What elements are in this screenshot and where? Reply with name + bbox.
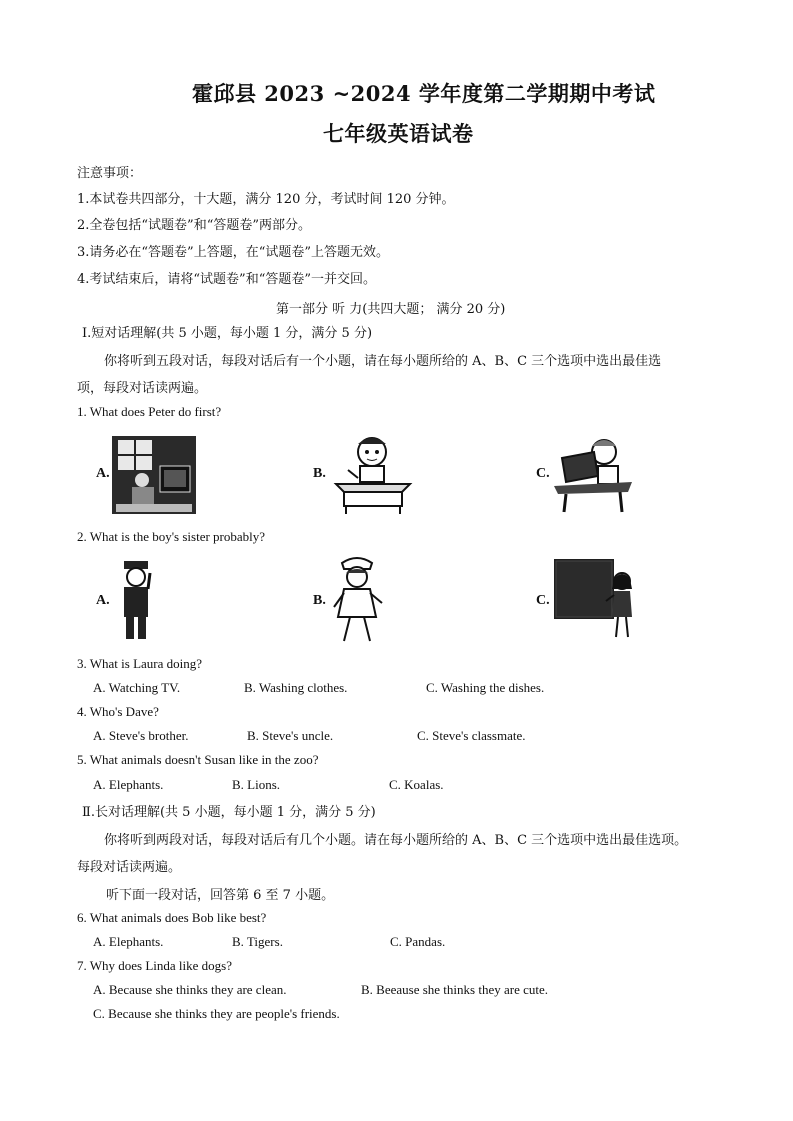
homework-writing-picture — [332, 432, 414, 514]
section2-instruction-cont: 每段对话读两遍。 — [77, 860, 182, 875]
notice-item: 1.本试卷共四部分，十大题，满分 120 分，考试时间 120 分钟。 — [77, 192, 455, 207]
q6-option-a: A. Elephants. — [93, 934, 164, 949]
section1-instruction-cont: 项，每段对话读两遍。 — [77, 381, 208, 396]
question-4-stem: 4. Who's Dave? — [77, 704, 159, 719]
section2-heading: Ⅱ.长对话理解(共 5 小题，每小题 1 分，满分 5 分) — [82, 805, 376, 820]
q2-option-c-label: C. — [536, 593, 550, 608]
notice-heading: 注意事项： — [77, 166, 143, 181]
q3-option-a: A. Watching TV. — [93, 680, 181, 695]
q2-option-a-label: A. — [96, 593, 110, 608]
q4-option-c: C. Steve's classmate. — [417, 728, 526, 743]
q7-option-b: B. Beeause she thinks they are cute. — [361, 982, 548, 997]
q5-option-c: C. Koalas. — [389, 777, 444, 792]
question-3-stem: 3. What is Laura doing? — [77, 656, 203, 671]
section2-sub-instruction: 听下面一段对话，回答第 6 至 7 小题。 — [106, 888, 335, 903]
q3-option-c: C. Washing the dishes. — [426, 680, 545, 695]
section2-instruction: 你将听到两段对话，每段对话后有几个小题。请在每小题所给的 A、B、C 三个选项中选出最佳选项。 — [104, 833, 688, 848]
section1-heading: Ⅰ.短对话理解(共 5 小题，每小题 1 分，满分 5 分) — [82, 326, 373, 341]
q5-option-a: A. Elephants. — [93, 777, 164, 792]
q4-option-b: B. Steve's uncle. — [247, 728, 334, 743]
q1-option-c-label: C. — [536, 466, 550, 481]
teacher-picture — [554, 559, 636, 641]
section1-instruction: 你将听到五段对话，每段对话后有一个小题，请在每小题所给的 A、B、C 三个选项中选出最佳选 — [104, 354, 662, 369]
q5-option-b: B. Lions. — [232, 777, 281, 792]
notice-item: 4.考试结束后，请将“试题卷”和“答题卷”一并交回。 — [77, 272, 376, 287]
tv-watching-picture — [112, 436, 196, 514]
q1-option-b-label: B. — [313, 466, 326, 481]
question-1-stem: 1. What does Peter do first? — [77, 404, 222, 419]
question-6-stem: 6. What animals does Bob like best? — [77, 910, 267, 925]
police-officer-picture — [116, 557, 156, 643]
question-2-stem: 2. What is the boy's sister probably? — [77, 529, 266, 544]
q2-option-b-label: B. — [313, 593, 326, 608]
question-5-stem: 5. What animals doesn't Susan like in the zoo? — [77, 752, 319, 767]
part1-heading: 第一部分 听 力(共四大题； 满分 20 分) — [276, 302, 506, 317]
q7-option-c: C. Because she thinks they are people's friends. — [93, 1006, 340, 1021]
notice-item: 2.全卷包括“试题卷”和“答题卷”两部分。 — [77, 218, 311, 233]
exam-title: 霍邱县 2023 ~2024 学年度第二学期期中考试 — [192, 81, 656, 106]
q1-option-a-label: A. — [96, 466, 110, 481]
computer-using-picture — [554, 432, 632, 514]
q6-option-c: C. Pandas. — [390, 934, 446, 949]
question-7-stem: 7. Why does Linda like dogs? — [77, 958, 233, 973]
nurse-picture — [330, 553, 384, 643]
q4-option-a: A. Steve's brother. — [93, 728, 189, 743]
exam-subtitle: 七年级英语试卷 — [323, 121, 474, 146]
q3-option-b: B. Washing clothes. — [244, 680, 348, 695]
q6-option-b: B. Tigers. — [232, 934, 283, 949]
q7-option-a: A. Because she thinks they are clean. — [93, 982, 287, 997]
notice-item: 3.请务必在“答题卷”上答题，在“试题卷”上答题无效。 — [77, 245, 389, 260]
